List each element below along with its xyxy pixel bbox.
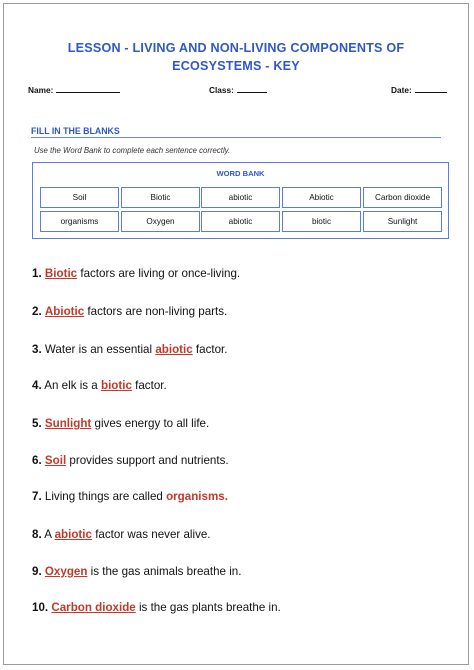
question-text-before: Water is an essential [44,343,156,356]
class-label: Class: [209,85,234,95]
question-1 [32,267,240,280]
answer: abiotic [54,528,92,541]
question-number: 1. [32,267,42,280]
answer: Soil [44,454,67,467]
word-bank-title: WORD BANK [216,169,265,178]
word-bank-cell: abiotic [201,187,280,208]
word-bank-cell: Biotic [121,187,200,208]
answer: Abiotic [44,305,85,318]
date-field [391,84,447,95]
answer: Sunlight [44,417,92,430]
question-number: 2. [32,305,42,318]
word-bank-cell: biotic [282,211,361,232]
word-bank-cell: Carbon dioxide [363,187,442,208]
word-bank-cell: Soil [40,187,119,208]
class-blank-line [237,84,267,93]
question-text-before: Living things are called [44,490,167,503]
question-4 [32,379,167,392]
question-text-after: factors are non-living parts. [84,305,228,318]
name-label: Name: [28,85,54,95]
question-number: 3. [32,343,42,356]
question-number: 5. [32,417,42,430]
question-number: 8. [32,528,42,541]
instructions: Use the Word Bank to complete each sentence correctly. [34,146,231,155]
question-text-after: factor. [131,379,167,392]
question-6 [32,454,229,467]
question-7 [32,490,228,503]
word-bank-cell: Sunlight [363,211,442,232]
question-text-after: gives energy to all life. [91,417,210,430]
word-bank-cell: Oxygen [121,211,200,232]
answer: Oxygen [44,565,88,578]
question-text-after: factor was never alive. [91,528,211,541]
question-text-after: is the gas animals breathe in. [87,565,242,578]
section-title: FILL IN THE BLANKS [31,126,120,136]
question-text-after: factor. [192,343,228,356]
word-bank-cell: abiotic [201,211,280,232]
question-number: 9. [32,565,42,578]
date-blank-line [415,84,447,93]
name-field [28,84,120,95]
word-bank-cell: organisms [40,211,119,232]
question-9 [32,565,241,578]
word-bank-cell: Abiotic [282,187,361,208]
worksheet-page [3,3,469,665]
section-divider [31,137,441,138]
name-blank-line [56,84,120,93]
question-text-after: provides support and nutrients. [66,454,229,467]
title-line-1: LESSON - LIVING AND NON-LIVING COMPONENTS OF [67,41,405,55]
class-field [209,84,267,95]
answer: abiotic [155,343,193,356]
question-text-before: An elk is a [44,379,101,392]
question-3 [32,343,228,356]
question-10 [32,601,281,614]
question-2 [32,305,227,318]
question-8 [32,528,211,541]
question-text-before: A [44,528,55,541]
question-number: 4. [32,379,42,392]
word-bank [32,162,449,239]
question-text-after: is the gas plants breathe in. [135,601,281,614]
question-number: 10. [32,601,49,614]
question-number: 7. [32,490,42,503]
worksheet-title [4,39,468,75]
question-text-after: factors are living or once-living. [77,267,241,280]
answer: Biotic [44,267,78,280]
answer: organisms. [166,490,228,503]
question-5 [32,417,209,430]
question-number: 6. [32,454,42,467]
title-line-2: ECOSYSTEMS - KEY [172,59,300,73]
date-label: Date: [391,85,412,95]
answer: Carbon dioxide [51,601,136,614]
answer: biotic [100,379,132,392]
